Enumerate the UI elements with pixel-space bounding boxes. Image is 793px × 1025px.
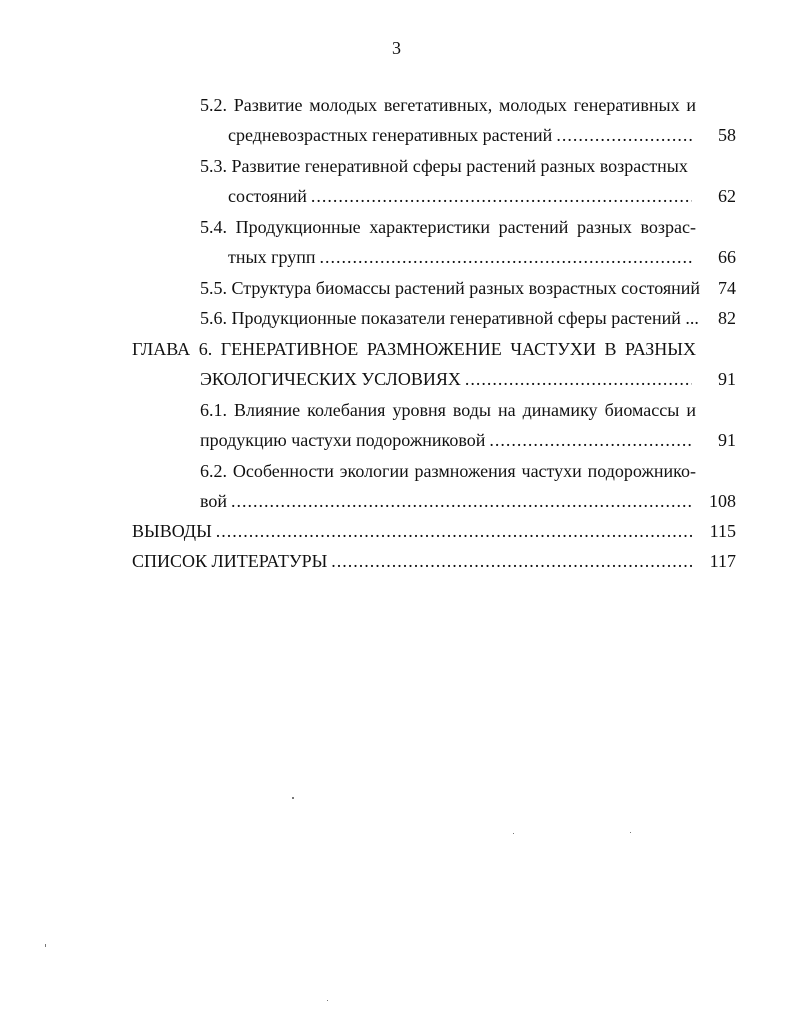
toc-page-6-1: 91	[718, 430, 736, 450]
toc-entry-6-2-title: вой	[200, 491, 228, 511]
dot-leader	[489, 425, 692, 455]
toc-page-5-4: 66	[718, 247, 736, 267]
toc-entry-5-2-line1: 5.2. Развитие молодых вегетативных, молодых генеративных и	[200, 95, 696, 115]
toc-entry-6-1-line1: 6.1. Влияние колебания уровня воды на динамику биомассы и	[200, 400, 696, 420]
toc-entry-5-3-line2	[228, 181, 696, 211]
toc-references-title: СПИСОК ЛИТЕРАТУРЫ	[132, 551, 328, 571]
toc-chapter-6-line2	[200, 364, 696, 394]
toc-page-5-3: 62	[718, 186, 736, 206]
toc-page-6-2: 108	[709, 491, 736, 511]
scan-speck	[45, 944, 46, 947]
toc-entry-6-2-line2	[200, 486, 696, 516]
toc-entry-6-2-line1: 6.2. Особенности экологии размножения частухи подорожнико-	[200, 461, 696, 481]
toc-entry-5-2-title: средневозрастных генеративных растений	[228, 125, 553, 145]
dot-leader	[331, 546, 692, 576]
toc-entry-5-4-line1: 5.4. Продукционные характеристики растений разных возрас-	[200, 217, 696, 237]
dot-leader	[320, 242, 692, 272]
toc-entry-5-4-title: тных групп	[228, 247, 316, 267]
dot-leader	[216, 516, 692, 546]
toc-entry-6-1-title: продукцию частухи подорожниковой	[200, 430, 486, 450]
toc-entry-5-5: 5.5. Структура биомассы растений разных возрастных состояний	[200, 278, 701, 298]
dot-leader	[556, 120, 692, 150]
toc-conclusions-title: ВЫВОДЫ	[132, 521, 212, 541]
scan-speck	[327, 1000, 328, 1001]
page-number: 3	[392, 38, 401, 58]
toc-page-conclusions: 115	[709, 521, 736, 541]
toc-entry-5-3-title: состояний	[228, 186, 307, 206]
toc-entry-5-2-line2	[228, 120, 696, 150]
scan-speck	[630, 832, 631, 833]
toc-page-5-2: 58	[718, 125, 736, 145]
toc-chapter-6-title: ЭКОЛОГИЧЕСКИХ УСЛОВИЯХ	[200, 369, 461, 389]
toc-chapter-6-line1: ГЛАВА 6. ГЕНЕРАТИВНОЕ РАЗМНОЖЕНИЕ ЧАСТУХИ В РАЗНЫХ	[132, 339, 696, 359]
scan-speck	[513, 833, 514, 834]
toc-references	[132, 546, 696, 576]
toc-page-chapter-6: 91	[718, 369, 736, 389]
scan-speck	[292, 797, 294, 799]
toc-page-5-6: 82	[718, 308, 736, 328]
dot-leader	[231, 486, 692, 516]
toc-entry-5-6: 5.6. Продукционные показатели генеративной сферы растений ...	[200, 308, 699, 328]
toc-entry-5-4-line2	[228, 242, 696, 272]
toc-page-5-5: 74	[718, 278, 736, 298]
toc-page-references: 117	[709, 551, 736, 571]
dot-leader	[465, 364, 692, 394]
dot-leader	[311, 181, 692, 211]
toc-entry-6-1-line2	[200, 425, 696, 455]
toc-entry-5-3-line1: 5.3. Развитие генеративной сферы растений разных возрастных	[200, 156, 688, 176]
toc-conclusions	[132, 516, 696, 546]
